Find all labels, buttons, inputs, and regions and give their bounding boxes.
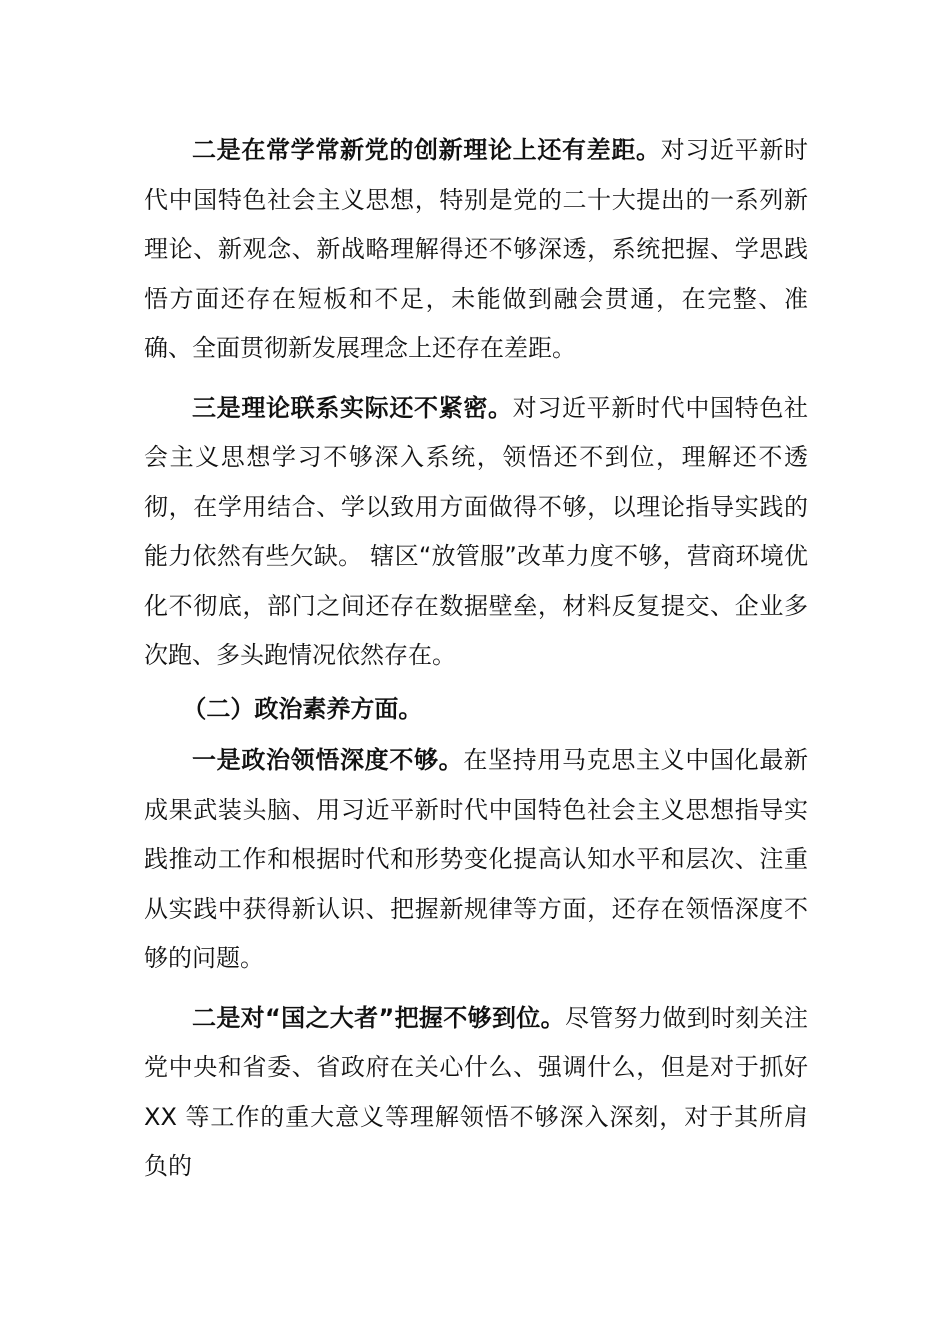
- paragraph-political-insight: [144, 736, 808, 984]
- document-body: [144, 126, 808, 1192]
- paragraph-lead: 一是政治领悟深度不够。: [192, 746, 464, 774]
- paragraph-national-priorities: [144, 994, 808, 1192]
- paragraph-theory-practice: [144, 384, 808, 681]
- paragraph-text: 在坚持用马克思主义中国化最新成果武装头脑、用习近平新时代中国特色社会主义思想指导实践推动工作和根据时代和形势变化提高认知水平和层次、注重从实践中获得新认识、把握新规律等方面，还存在领悟深度不够的问题。: [144, 746, 809, 972]
- paragraph-lead: 三是理论联系实际还不紧密。: [192, 393, 513, 422]
- paragraph-theory-gap: [144, 126, 808, 374]
- paragraph-text: 尽管努力做到时刻关注党中央和省委、省政府在关心什么、强调什么，但是对于抓好 XX 等工作的重大意义等理解领悟不够深入深刻，对于其所肩负的: [144, 1003, 809, 1180]
- section-heading: （二）政治素养方面。: [182, 694, 423, 723]
- paragraph-lead: 二是对“国之大者”把握不够到位。: [192, 1003, 565, 1032]
- paragraph-lead: 二是在常学常新党的创新理论上还有差距。: [192, 136, 661, 164]
- paragraph-text: 对习近平新时代中国特色社会主义思想学习不够深入系统，领悟还不到位，理解还不透彻，在学用结合、学以致用方面做得不够，以理论指导实践的能力依然有些欠缺。 辖区“放管服”改革力度不够，营商环境优化不彻底，部门之间还存在数据壁垒，材料反复提交、企业多次跑、多头跑情况依然存在。: [144, 393, 809, 669]
- paragraph-text: 对习近平新时代中国特色社会主义思想，特别是党的二十大提出的一系列新理论、新观念、新战略理解得还不够深透，系统把握、学思践悟方面还存在短板和不足，未能做到融会贯通，在完整、准确、全面贯彻新发展理念上还存在差距。: [144, 136, 809, 362]
